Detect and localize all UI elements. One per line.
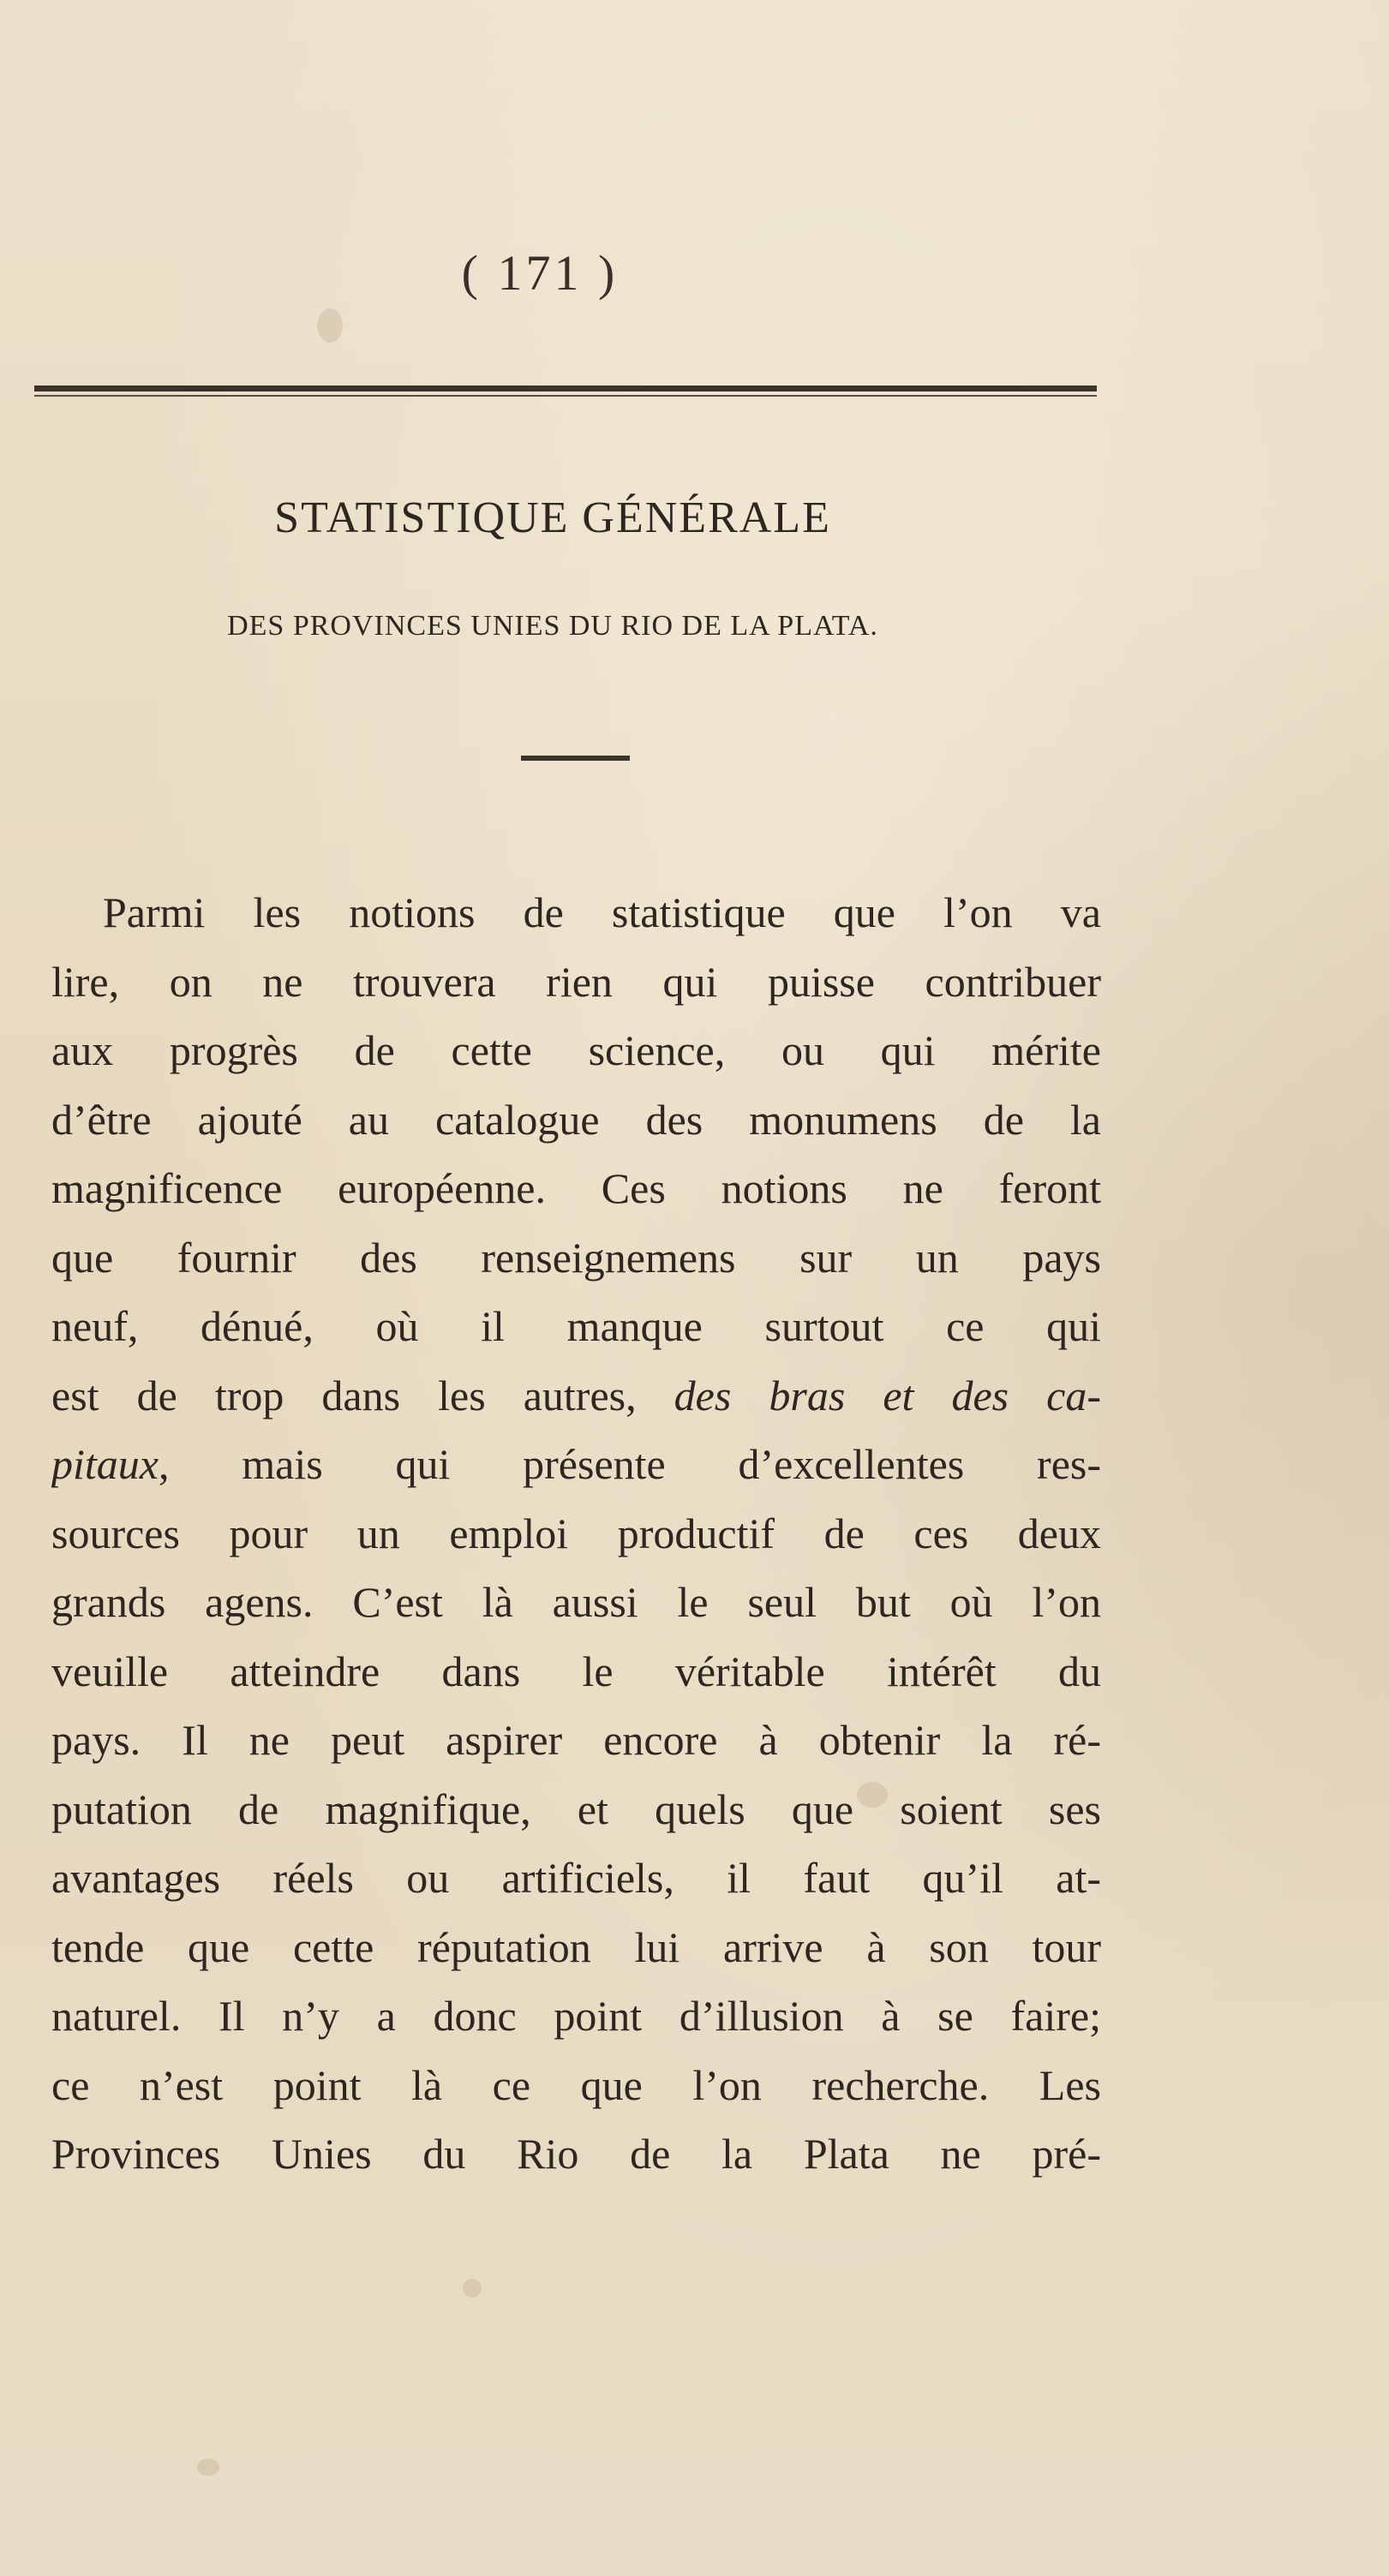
page-number: ( 171 ) <box>461 245 619 301</box>
text-line: avantages réels ou artificiels, il faut qu’il at- <box>51 1854 1101 1902</box>
text-line: sources pour un emploi productif de ces deux <box>51 1509 1101 1557</box>
text-line: Provinces Unies du Rio de la Plata ne pré- <box>51 2130 1101 2178</box>
text-line: magnificence européenne. Ces notions ne feront <box>51 1164 1101 1212</box>
text-line: Parmi les notions de statistique que l’on va <box>103 888 1101 936</box>
text-line <box>51 1361 1101 1431</box>
text-line: putation de magnifique, et quels que soient ses <box>51 1784 1101 1833</box>
text-line: neuf, dénué, où il manque surtout ce qui <box>51 1302 1101 1350</box>
body-text <box>51 878 1101 2189</box>
foxing-stain <box>317 308 343 343</box>
text-line: d’être ajouté au catalogue des monumens de la <box>51 1095 1101 1144</box>
italic-phrase: pitaux <box>51 1440 159 1488</box>
section-divider <box>521 756 630 761</box>
header-rule <box>34 386 1097 391</box>
foxing-stain <box>463 2279 482 2298</box>
text-line: tende que cette réputation lui arrive à son tour <box>51 1922 1101 1971</box>
text-line <box>51 1430 1101 1499</box>
italic-phrase: des bras et des ca- <box>674 1371 1101 1419</box>
text-line: ce n’est point là ce que l’on recherche. Les <box>51 2060 1101 2109</box>
text-line: aux progrès de cette science, ou qui mérite <box>51 1026 1101 1074</box>
text-line: veuille atteindre dans le véritable intérêt du <box>51 1647 1101 1695</box>
foxing-stain <box>197 2459 219 2476</box>
text-line: que fournir des renseignemens sur un pays <box>51 1233 1101 1282</box>
chapter-subtitle: DES PROVINCES UNIES DU RIO DE LA PLATA. <box>227 610 878 642</box>
text-line: lire, on ne trouvera rien qui puisse contribuer <box>51 957 1101 1006</box>
text-segment: est de trop dans les autres, <box>51 1371 637 1419</box>
chapter-title: STATISTIQUE GÉNÉRALE <box>274 493 831 542</box>
text-segment: , mais qui présente d’excellentes res- <box>158 1440 1101 1488</box>
text-line: grands agens. C’est là aussi le seul but où l’on <box>51 1578 1101 1626</box>
text-line: naturel. Il n’y a donc point d’illusion à se faire; <box>51 1992 1101 2040</box>
text-line: pays. Il ne peut aspirer encore à obtenir la ré- <box>51 1716 1101 1764</box>
